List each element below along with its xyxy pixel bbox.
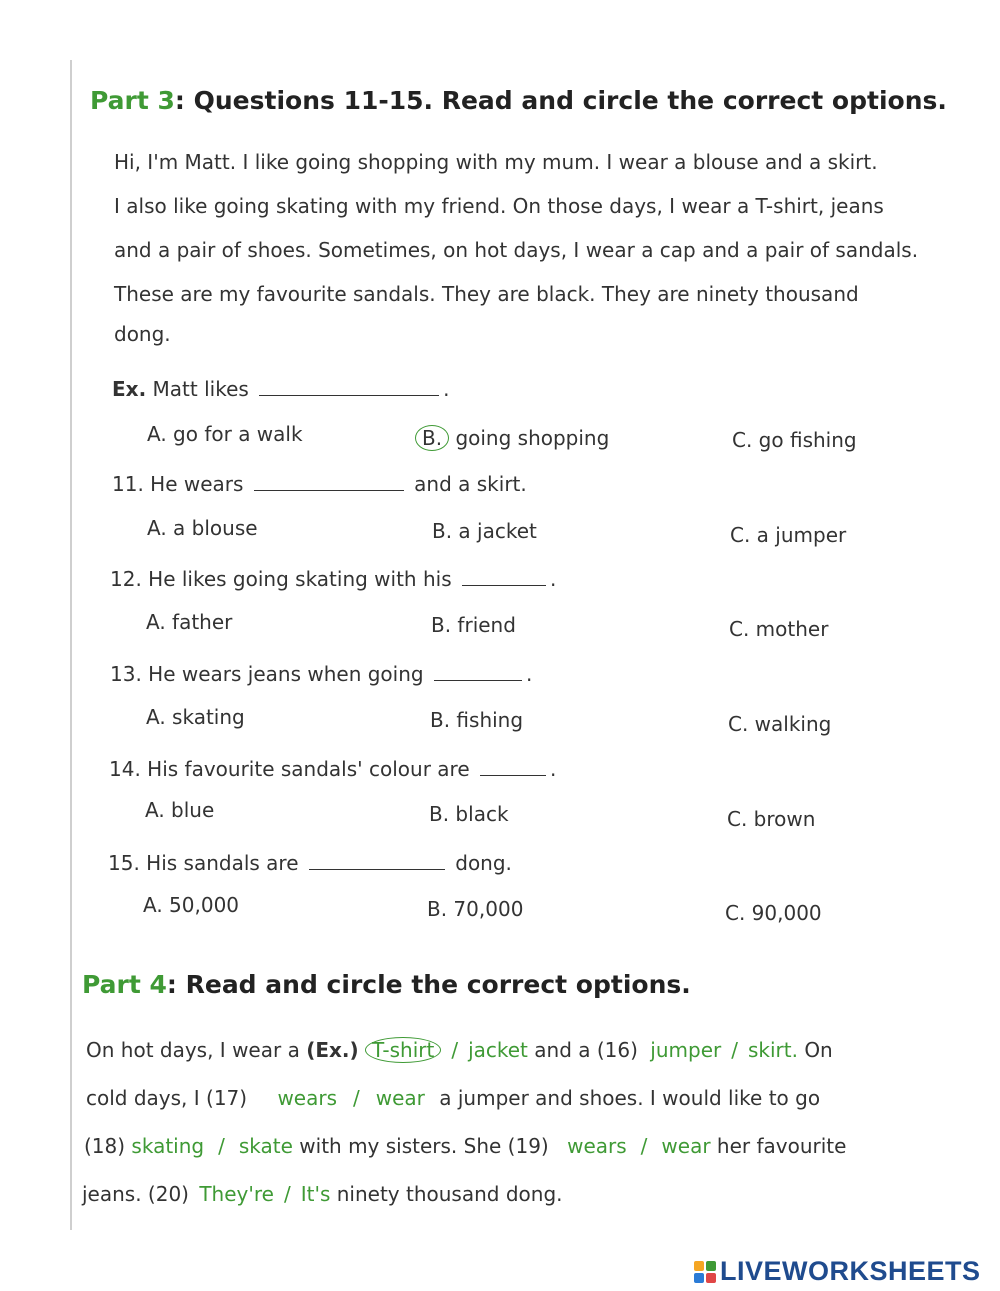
part4-text: a jumper and shoes. I would like to go — [439, 1086, 821, 1110]
answer-blank[interactable] — [254, 490, 404, 491]
liveworksheets-logo-icon — [694, 1261, 716, 1283]
example-marker: (Ex.) — [306, 1038, 359, 1062]
part4-line-1 — [86, 1037, 833, 1063]
example-stem-end: . — [443, 377, 450, 401]
part3-heading — [90, 86, 947, 115]
option-jacket[interactable]: jacket — [468, 1038, 528, 1062]
passage-line-4: These are my favourite sandals. They are black. They are ninety thousand — [114, 282, 859, 306]
question-stem-end: dong. — [455, 851, 512, 875]
example-option-a[interactable]: A. go for a walk — [147, 422, 303, 446]
example-question — [112, 377, 450, 401]
option-20-theyre[interactable]: They're — [199, 1182, 274, 1206]
logo-square — [694, 1261, 704, 1271]
example-option-b-text: going shopping — [455, 426, 610, 450]
example-option-c[interactable]: C. go fishing — [732, 428, 857, 452]
part4-text: cold days, I (17) — [86, 1086, 248, 1110]
q14-option-a[interactable]: A. blue — [145, 798, 215, 822]
example-number: Ex. — [112, 377, 147, 401]
question-stem: 12. He likes going skating with his — [110, 567, 452, 591]
option-separator: / — [640, 1134, 648, 1158]
q14-option-b[interactable]: B. black — [429, 802, 509, 826]
part3-label: Part 3 — [90, 86, 175, 115]
example-stem: Matt likes — [152, 377, 249, 401]
part4-heading — [82, 970, 691, 999]
passage-line-5: dong. — [114, 322, 171, 346]
q12-option-a[interactable]: A. father — [146, 610, 233, 634]
q15-option-b[interactable]: B. 70,000 — [427, 897, 524, 921]
q13-option-c[interactable]: C. walking — [728, 712, 832, 736]
answer-circle: B. — [415, 425, 449, 451]
question-15 — [108, 851, 512, 875]
example-option-b[interactable] — [422, 425, 609, 451]
option-separator: / — [218, 1134, 225, 1158]
part4-text: with my sisters. She (19) — [299, 1134, 549, 1158]
answer-blank[interactable] — [480, 775, 546, 776]
part4-line-4 — [82, 1182, 563, 1206]
passage-line-3: and a pair of shoes. Sometimes, on hot days, I wear a cap and a pair of sandals. — [114, 238, 919, 262]
question-stem: 13. He wears jeans when going — [110, 662, 424, 686]
option-16-skirt[interactable]: skirt. — [747, 1038, 798, 1062]
option-18-skate[interactable]: skate — [238, 1134, 293, 1158]
answer-blank[interactable] — [259, 395, 439, 396]
part4-text: On — [804, 1038, 833, 1062]
q12-option-c[interactable]: C. mother — [729, 617, 829, 641]
answer-circle[interactable]: T-shirt — [365, 1037, 441, 1063]
q15-option-a[interactable]: A. 50,000 — [143, 893, 240, 917]
option-separator: / — [451, 1038, 459, 1062]
logo-square — [706, 1273, 716, 1283]
logo-square — [694, 1273, 704, 1283]
option-separator: / — [283, 1182, 291, 1206]
logo-text: LIVEWORKSHEETS — [720, 1256, 981, 1286]
q15-option-c[interactable]: C. 90,000 — [725, 901, 822, 925]
passage-line-1: Hi, I'm Matt. I like going shopping with my mum. I wear a blouse and a skirt. — [114, 150, 878, 174]
part4-text: On hot days, I wear a — [86, 1038, 300, 1062]
question-stem: 15. His sandals are — [108, 851, 299, 875]
q11-option-b[interactable]: B. a jacket — [432, 519, 537, 543]
option-17-wears[interactable]: wears — [277, 1086, 337, 1110]
part4-label: Part 4 — [82, 970, 167, 999]
part4-text: jeans. (20) — [82, 1182, 189, 1206]
part4-text: her favourite — [716, 1134, 847, 1158]
part4-line-2 — [86, 1086, 820, 1110]
question-14 — [109, 757, 556, 781]
question-stem-end: . — [549, 567, 557, 591]
page-margin-line — [70, 60, 72, 1230]
passage-line-2: I also like going skating with my friend. On those days, I wear a T-shirt, jeans — [114, 194, 884, 218]
answer-blank[interactable] — [462, 585, 546, 586]
question-11 — [112, 472, 527, 496]
answer-blank[interactable] — [309, 869, 445, 870]
part4-line-3 — [84, 1134, 846, 1158]
liveworksheets-logo — [694, 1256, 981, 1287]
part3-title: : Questions 11-15. Read and circle the correct options. — [174, 86, 947, 115]
question-12 — [110, 567, 556, 591]
question-stem: 11. He wears — [112, 472, 244, 496]
question-stem-end: and a skirt. — [414, 472, 527, 496]
option-separator: / — [731, 1038, 738, 1062]
q12-option-b[interactable]: B. friend — [431, 613, 516, 637]
q14-option-c[interactable]: C. brown — [727, 807, 816, 831]
part4-text: ninety thousand dong. — [336, 1182, 563, 1206]
q13-option-a[interactable]: A. skating — [146, 705, 245, 729]
question-stem-end: . — [549, 757, 557, 781]
logo-square — [706, 1261, 716, 1271]
question-stem: 14. His favourite sandals' colour are — [109, 757, 470, 781]
question-stem-end: . — [525, 662, 533, 686]
option-20-its[interactable]: It's — [300, 1182, 331, 1206]
option-16-jumper[interactable]: jumper — [650, 1038, 722, 1062]
part4-text: and a (16) — [534, 1038, 638, 1062]
option-separator: / — [353, 1086, 360, 1110]
part4-text: (18) — [84, 1134, 126, 1158]
q13-option-b[interactable]: B. fishing — [430, 708, 524, 732]
answer-blank[interactable] — [434, 680, 522, 681]
question-13 — [110, 662, 532, 686]
part4-title: : Read and circle the correct options. — [166, 970, 691, 999]
option-19-wear[interactable]: wear — [661, 1134, 711, 1158]
option-17-wear[interactable]: wear — [375, 1086, 425, 1110]
q11-option-a[interactable]: A. a blouse — [147, 516, 258, 540]
option-18-skating[interactable]: skating — [131, 1134, 205, 1158]
option-19-wears[interactable]: wears — [567, 1134, 627, 1158]
q11-option-c[interactable]: C. a jumper — [730, 523, 847, 547]
